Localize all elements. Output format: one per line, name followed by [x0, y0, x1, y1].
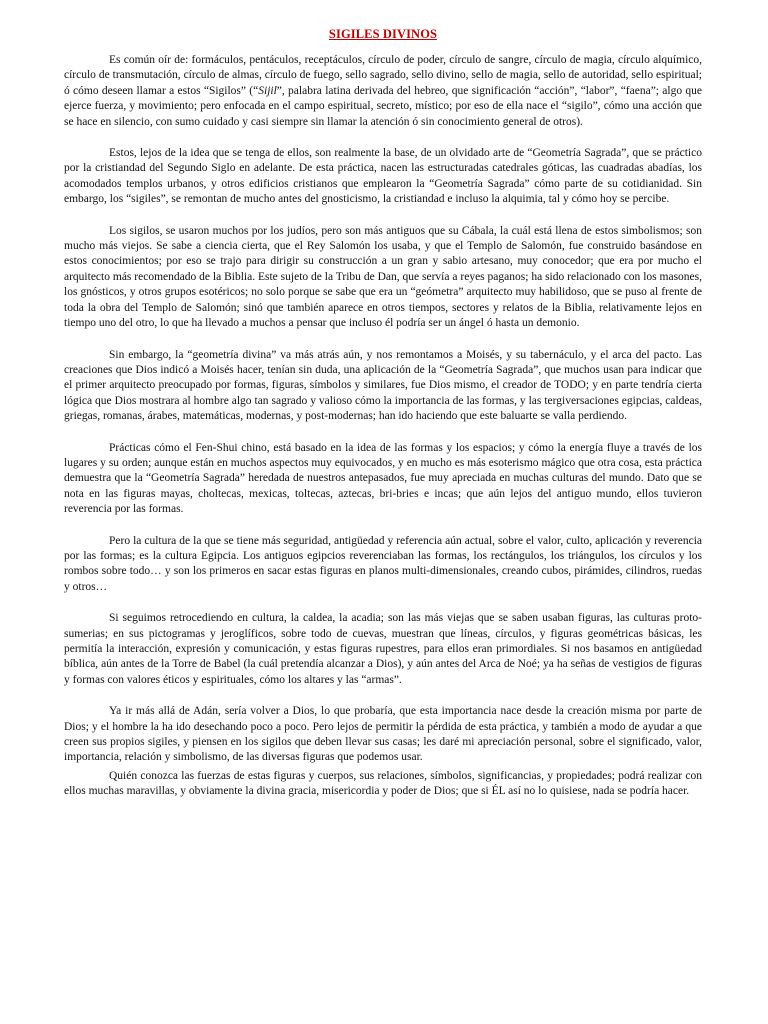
paragraph-1 — [64, 53, 702, 130]
paragraph-4: Sin embargo, la “geometría divina” va más atrás aún, y nos remontamos a Moisés, y su tabernáculo, y el arca del pacto. Las creaciones que Dios indicó a Moisés hacer, tenían sin duda, una aplicación de la “Geometría Sagrada”, que muchos usan para indicar que el primer arquitecto preocupado por formas, figuras, símbolos y similares, fue Dios mismo, el creador de TODO; y en parte tendría cierta lógica que Dios mostrara al hombre algo tan sagrado y valioso cómo la importancia de las formas, y las tergiversaciones egipcias, caldeas, griegas, romanas, árabes, matemáticas, modernas, y post-modernas; han ido haciendo que este baluarte se valla perdiendo. — [64, 348, 702, 423]
paragraph-7: Si seguimos retrocediendo en cultura, la caldea, la acadia; son las más viejas que se saben usaban figuras, las culturas proto-sumerias; en sus pictogramas y jeroglíficos, sobre todo de cuevas, muestran que líneas, círculos, y figuras geométricas básicas, les permitía la interacción, expresión y comunicación, y estas figuras rupestres, para ellos eran primordiales. Si nos basamos en antigüedad bíblica, aún antes de la Torre de Babel (la cuál pretendía alcanzar a Dios), y aún antes del Arca de Noé; ya ha señas de vestigios de figuras y formas con valores éticos y espirituales, cómo los altares y las “armas”. — [64, 612, 702, 686]
paragraph-1-text-start: Es común oír de: formáculos, pentáculos, receptáculos, círculo de poder, círculo de sangre, círculo de magia, círculo alquímico, círculo de transmutación, círculo de almas, círculo de fuego, sello sagrado, sello divino, sello de magia, sello de autoridad, sello espiritual; ó cómo deseen llamar a estos “Sigilos” (“ — [64, 54, 702, 97]
paragraph-8: Ya ir más allá de Adán, sería volver a Dios, lo que probaría, que esta importancia nace desde la creación misma por parte de Dios; y el hombre la ha ido desechando poco a poco. Pero lejos de permitir la pérdida de esta práctica, y también a modo de ayudar a que creen sus propios sigiles, y piensen en los sigilos que deben llevar sus casas; les daré mi apreciación personal, sobre el significado, valor, importancia, relación y simbolismo, de las diversas figuras que podemos usar. — [64, 705, 702, 764]
paragraph-1-italic-term: Sijil — [258, 84, 277, 97]
paragraph-9: Quién conozca las fuerzas de estas figuras y cuerpos, sus relaciones, símbolos, significancias, y propiedades; podrá realizar con ellos muchas maravillas, y obviamente la divina gracia, misericordia y poder de Dios; que si ÉL así no lo quisiese, nada se podría hacer. — [64, 769, 702, 798]
paragraph-5: Prácticas cómo el Fen-Shui chino, está basado en la idea de las formas y los espacios; y cómo la energía fluye a través de los lugares y su orden; aunque están en muchos aspectos muy equivocados, y en mucho es más esoterismo mágico que otra cosa, esta práctica demuestra que la “Geometría Sagrada” heredada de nuestros antepasados, fue muy apreciada en muchas culturas del mundo. Dato que se nota en las figuras mayas, choltecas, mexicas, toltecas, aztecas, bri-bries e incas; que aún lejos del antiguo mundo, ellos tuvieron reverencia por las formas. — [64, 441, 702, 516]
paragraph-3: Los sigilos, se usaron muchos por los judíos, pero son más antiguos que su Cábala, la cuál está llena de estos simbolismos; son mucho más viejos. Se sabe a ciencia cierta, que el Rey Salomón los usaba, y que el Templo de Salomón, fue construido basándose en estos conocimientos; por eso se trajo para dirigir su construcción a un gran y sabio artesano, muy conocedor; que era por mucho el arquitecto más recomendado de la Biblia. Este sujeto de la Tribu de Dan, que servía a reyes paganos; ha sido relacionado con los masones, los gnósticos, y otros grupos esotéricos; no solo porque se sabe que era un “geómetra” arquitecto muy habilidoso, que se puso al frente de toda la obra del Templo de Salomón; sinó que también aparece en otros tiempos, sectores y relatos de la Biblia, relativamente lejos en tiempo uno del otro, lo que ha llevado a muchos a pensar que incluso él podría ser un ángel ó hasta un demonio. — [64, 224, 702, 330]
paragraph-2: Estos, lejos de la idea que se tenga de ellos, son realmente la base, de un olvidado arte de “Geometría Sagrada”, que se práctico por la cristiandad del Segundo Siglo en adelante. De esta práctica, nacen las estructuradas catedrales góticas, las cuadradas abadías, los acomodados templos urbanos, y otros edificios cristianos que emplearon la “Geometría Sagrada” cómo parte de su cotidianidad. Sin embargo, los “sigiles”, se remontan de mucho antes del gnosticismo, la cristiandad e incluso la alquimia, tal y cómo hoy se percibe. — [64, 147, 702, 206]
paragraph-6: Pero la cultura de la que se tiene más seguridad, antigüedad y referencia aún actual, sobre el valor, culto, aplicación y reverencia por las formas; es la cultura Egipcia. Los antiguos egipcios reverenciaban las formas, los rectángulos, los triángulos, los círculos y los rombos sobre todo… y son los primeros en sacar estas figuras en planos multi-dimensionales, creando cubos, pirámides, cilindros, ruedas y otros… — [64, 534, 702, 593]
document-title: SIGILES DIVINOS — [328, 27, 438, 41]
paragraph-1-text-end: ”, palabra latina derivada del hebreo, que significación “acción”, “labor”, “faena”; algo que ejerce fuerza, y movimiento; pero enfocada en el campo espiritual, secreto, místico; por eso de ella nace el “sigilo”, cómo una acción que se hace en silencio, con sumo cuidado y casi siempre sin llamar la atención ó sin conocimiento general de otros). — [64, 84, 702, 128]
